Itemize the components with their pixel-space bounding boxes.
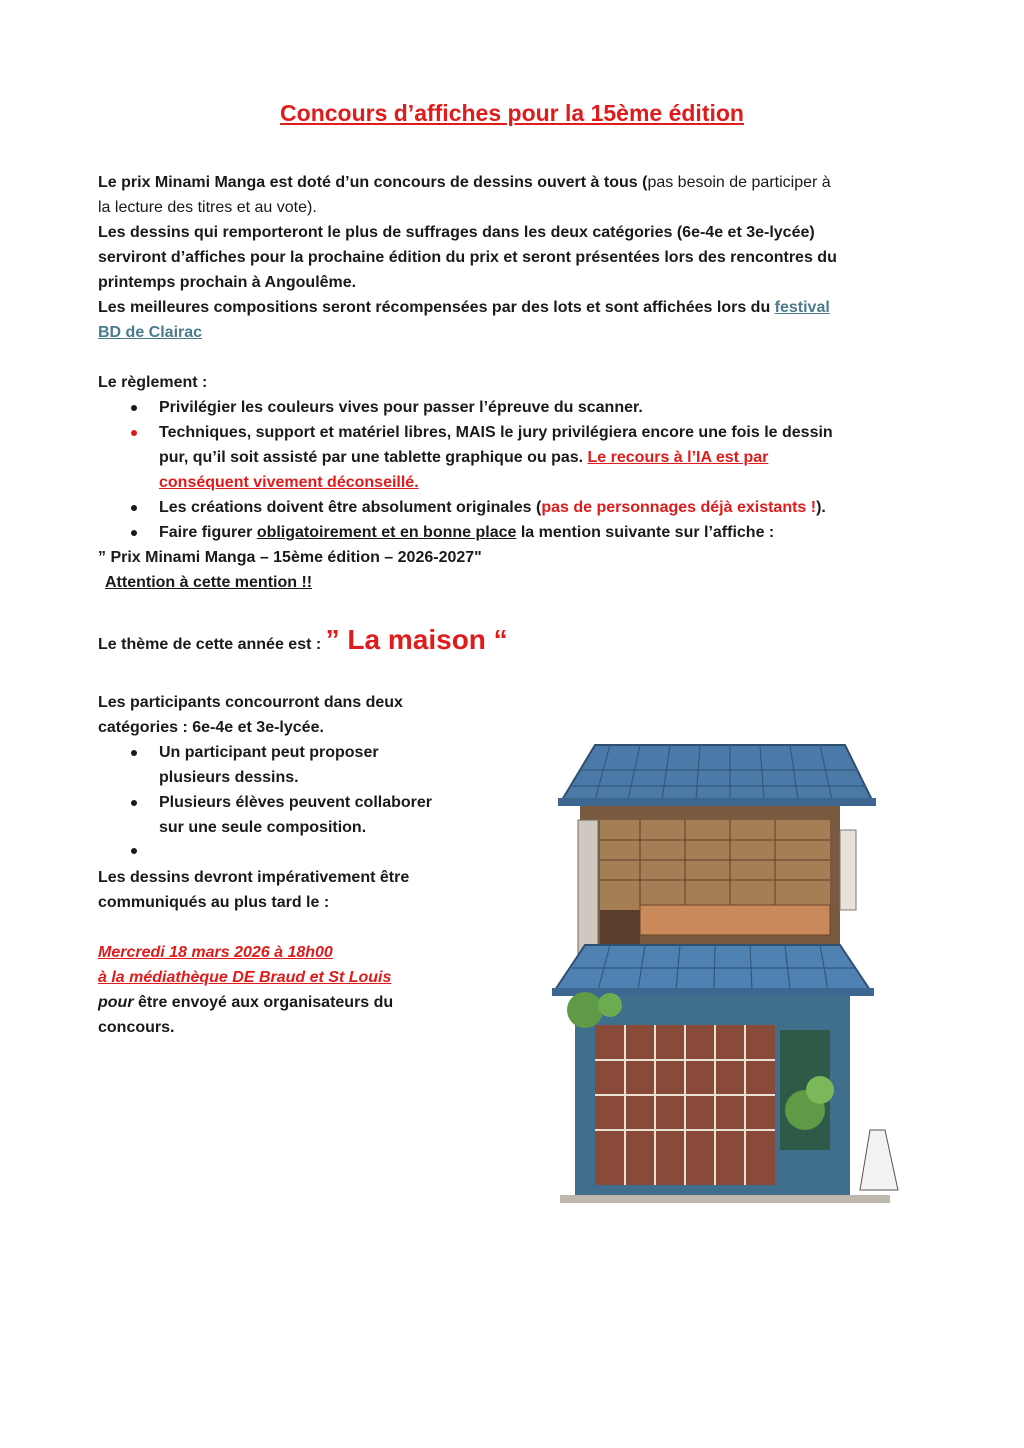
final-line-1 [98, 990, 393, 1015]
rule-item-4-text: Faire figurer [159, 524, 257, 541]
paragraph-3-text: Les meilleures compositions seront récompensées par des lots et sont affichées lors du [98, 299, 775, 316]
rules-heading: Le règlement : [98, 374, 208, 391]
rule-item-3-end: ). [816, 499, 826, 516]
intro-bold: Le prix Minami Manga est doté d’un concours de dessins ouvert à tous ( [98, 174, 648, 191]
bullet-dot [131, 405, 137, 411]
intro-line-1 [98, 170, 831, 195]
bullet-dot [131, 530, 137, 536]
theme-value: ” La maison “ [325, 624, 508, 655]
participant-bullet-1-line-1: Un participant peut proposer [159, 744, 379, 761]
page-title: Concours d’affiches pour la 15ème édition [280, 100, 744, 126]
paragraph-3-line-2 [98, 320, 202, 345]
bullet-dot [131, 505, 137, 511]
mandatory-text: obligatoirement et en bonne place [256, 524, 517, 541]
final-line-2: concours. [98, 1019, 175, 1036]
participant-bullet-1-line-2: plusieurs dessins. [159, 769, 299, 786]
rule-item-3-text: Les créations doivent être absolument originales ( [159, 499, 542, 516]
paragraph-2-line-2: serviront d’affiches pour la prochaine édition du prix et seront présentées lors des rencontres du [98, 249, 837, 266]
rule-item-3 [159, 495, 826, 520]
final-rest: être envoyé aux organisateurs du [133, 994, 394, 1011]
rule-item-2-line-2 [159, 445, 768, 470]
deadline-line-2: communiqués au plus tard le : [98, 894, 330, 911]
paragraph-2-line-1: Les dessins qui remporteront le plus de suffrages dans les deux catégories (6e-4e et 3e-lycée) [98, 224, 815, 241]
no-existing-characters: pas de personnages déjà existants ! [541, 499, 817, 516]
theme-line [98, 624, 508, 657]
ai-warning: Le recours à l’IA est par [587, 449, 769, 466]
rule-item-4 [159, 520, 774, 545]
mention-text: ” Prix Minami Manga – 15ème édition – 2026-2027" [98, 549, 482, 566]
theme-label: Le thème de cette année est : [98, 636, 326, 653]
paragraph-2-line-3: printemps prochain à Angoulême. [98, 274, 357, 291]
bullet-dot [131, 750, 137, 756]
intro-rest: pas besoin de participer à [647, 174, 831, 191]
participants-line-1: Les participants concourront dans deux [98, 694, 403, 711]
house-illustration [500, 690, 930, 1230]
participant-bullet-2-line-2: sur une seule composition. [159, 819, 367, 836]
festival-link[interactable]: festival [774, 299, 830, 316]
deadline-date: Mercredi 18 mars 2026 à 18h00 [98, 944, 333, 961]
paragraph-3-line-1 [98, 295, 830, 320]
intro-line-2: la lecture des titres et au vote). [98, 199, 317, 216]
participant-bullet-2-line-1: Plusieurs élèves peuvent collaborer [159, 794, 433, 811]
participants-line-2: catégories : 6e-4e et 3e-lycée. [98, 719, 324, 736]
rule-item-2-text: pur, qu’il soit assisté par une tablette graphique ou pas. [159, 449, 588, 466]
attention-note: Attention à cette mention !! [105, 574, 313, 591]
rule-item-2-line-1: Techniques, support et matériel libres, MAIS le jury privilégiera encore une fois le dessin [159, 424, 833, 441]
bullet-dot-red [131, 430, 137, 436]
festival-link-continued[interactable]: BD de Clairac [98, 324, 203, 341]
bullet-dot [131, 800, 137, 806]
rule-item-4-end: la mention suivante sur l’affiche : [516, 524, 775, 541]
deadline-line-1: Les dessins devront impérativement être [98, 869, 410, 886]
rule-item-1: Privilégier les couleurs vives pour passer l’épreuve du scanner. [159, 399, 643, 416]
deadline-location: à la médiathèque DE Braud et St Louis [98, 969, 392, 986]
bullet-dot-empty [131, 848, 137, 854]
ai-warning-line-2: conséquent vivement déconseillé. [159, 474, 419, 491]
final-italic: pour [98, 994, 134, 1011]
